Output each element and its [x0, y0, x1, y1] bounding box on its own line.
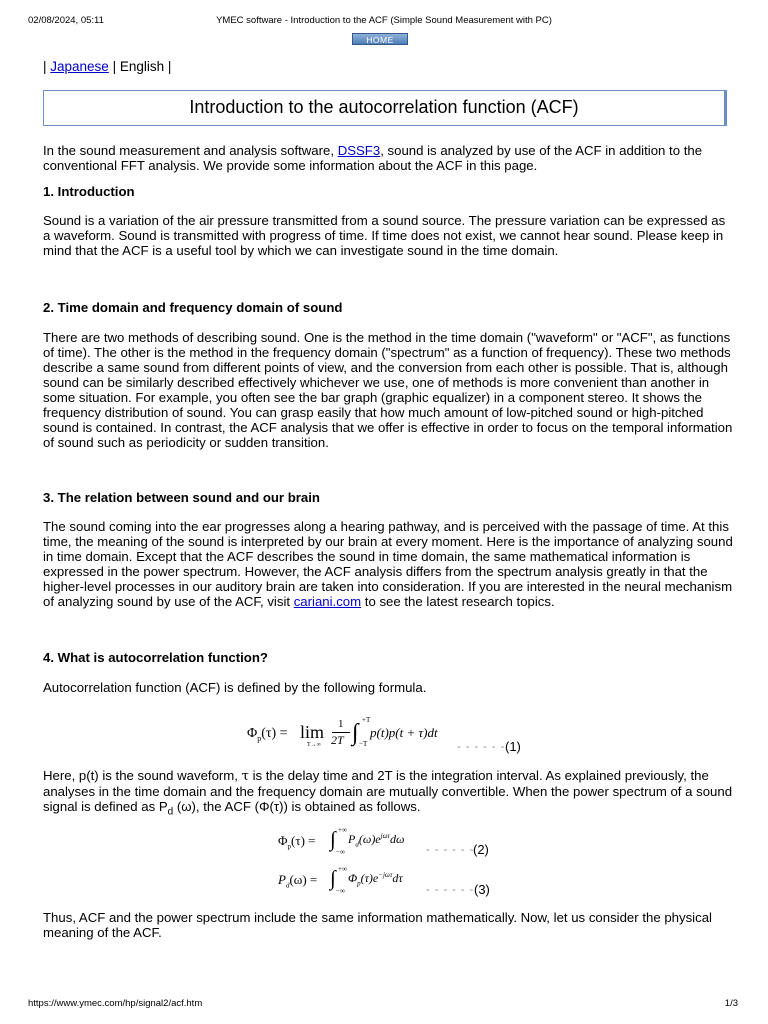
intro-paragraph — [43, 143, 733, 173]
acf-spectrum-conclusion: Thus, ACF and the power spectrum include the same information mathematically. Now, let us consider the physical meaning of the ACF. — [43, 910, 712, 940]
intro-text-post: , sound is analyzed by use of the ACF in addition to the conventional FFT analysis. We provide some information about the ACF in this page. — [43, 143, 703, 173]
print-url: https://www.ymec.com/hp/signal2/acf.htm — [28, 998, 203, 1009]
section-2-paragraph: There are two methods of describing sound. One is the method in the time domain ("waveform" or "ACF", as functions of time). The other is the method in the frequency domain ("spectrum" as a function of frequency). These two methods describe a same sound from different points of view, and the conversion from each other is possible. That is, although sound can be similarly described effectively whichever we use, one of methods is more convenient than another in some situation. For example, you often see the bar graph (graphic equalizer) in a component stereo. It shows the frequency distribution of sound. You can grasp easily that how much amount of low-pitched sound or high-pitched sound is contained. In contrast, the ACF analysis that we offer is effective in order to focus on the temporal information of sound such as periodicity or sudden transition. — [43, 330, 733, 450]
page-title: Introduction to the autocorrelation function (ACF) — [43, 90, 727, 126]
acf-definition-text: Autocorrelation function (ACF) is defined by the following formula. — [43, 680, 427, 695]
section-4-intro — [43, 680, 733, 695]
equation-2-leader: - - - - - - — [426, 844, 475, 856]
language-switcher — [43, 59, 171, 74]
cariani-link[interactable]: cariani.com — [293, 594, 362, 609]
equation-3-number: (3) — [474, 882, 490, 897]
equation-3-leader: - - - - - - — [426, 884, 475, 896]
section-4-paragraph-2: Here, p(t) is the sound waveform, τ is the delay time and 2T is the integration interval. As explained previously, the analyses in the time domain and the frequency domain are mutually convertible. When the power spectrum of a sound signal is defined as $P_d$ (ω), the ACF (Φ(τ)) is obtained as follows. — [43, 768, 733, 818]
section-4-heading: 4. What is autocorrelation function? — [43, 650, 268, 665]
section-1-heading: 1. Introduction — [43, 184, 135, 199]
equation-2-number: (2) — [473, 842, 489, 857]
section-3-heading: 3. The relation between sound and our brain — [43, 490, 320, 505]
section-2-text — [43, 330, 733, 450]
print-datetime: 02/08/2024, 05:11 — [28, 15, 104, 26]
dssf3-link[interactable]: DSSF3 — [337, 143, 381, 158]
equation-2: $\Phi_p(\tau)$ = ∫ +∞ −∞ $P_d(\omega)e^{j\omega\tau}d\omega$ — [278, 826, 405, 856]
section-3-paragraph: The sound coming into the ear progresses along a hearing pathway, and is perceived with the passage of time. At this time, the meaning of the sound is interpreted by our brain at every moment. Here is the importance of analyzing sound in time domain. Except that the ACF describes the sound in time domain, the same mathematical information is expressed in the power spectrum. However, the ACF analysis differs from the spectrum analysis greatly in that the higher-level processes in our auditory brain are taken into consideration. If you are interested in the neural mechanism of analyzing sound by use of the ACF, visit — [43, 519, 733, 609]
intro-text: In the sound measurement and analysis software, — [43, 143, 338, 158]
section-3-paragraph-end: to see the latest research topics. — [361, 594, 555, 609]
section-1-paragraph: Sound is a variation of the air pressure transmitted from a sound source. The pressure variation can be expressed as a waveform. Sound is transmitted with progress of time. If time does not exist, we cannot hear sound. Please keep in mind that the ACF is a useful tool by which we can investigate sound in the time domain. — [43, 213, 726, 258]
home-button[interactable]: HOME — [352, 33, 408, 45]
section-4-paragraph-3 — [43, 910, 733, 940]
section-1-text — [43, 213, 733, 258]
equation-1-number: (1) — [505, 739, 521, 754]
equation-1: $\Phi_p(\tau)$ = lim T→∞ 1 2T ∫ +T −T p(t)p(t + τ)dt — [247, 716, 438, 748]
section-2-heading: 2. Time domain and frequency domain of sound — [43, 300, 343, 315]
lang-english-current: | English | — [108, 59, 172, 74]
equation-1-leader: - - - - - - — [457, 741, 506, 753]
print-page-title: YMEC software - Introduction to the ACF (Simple Sound Measurement with PC) — [216, 15, 552, 26]
lang-separator: | — [43, 59, 51, 74]
section-3-text — [43, 519, 733, 609]
print-page-number: 1/3 — [724, 998, 738, 1009]
equation-3: $P_d(\omega)$ = ∫ +∞ −∞ $\Phi_p(\tau)e^{-j\omega\tau}d\tau$ — [278, 865, 403, 895]
japanese-link[interactable]: Japanese — [50, 59, 109, 74]
